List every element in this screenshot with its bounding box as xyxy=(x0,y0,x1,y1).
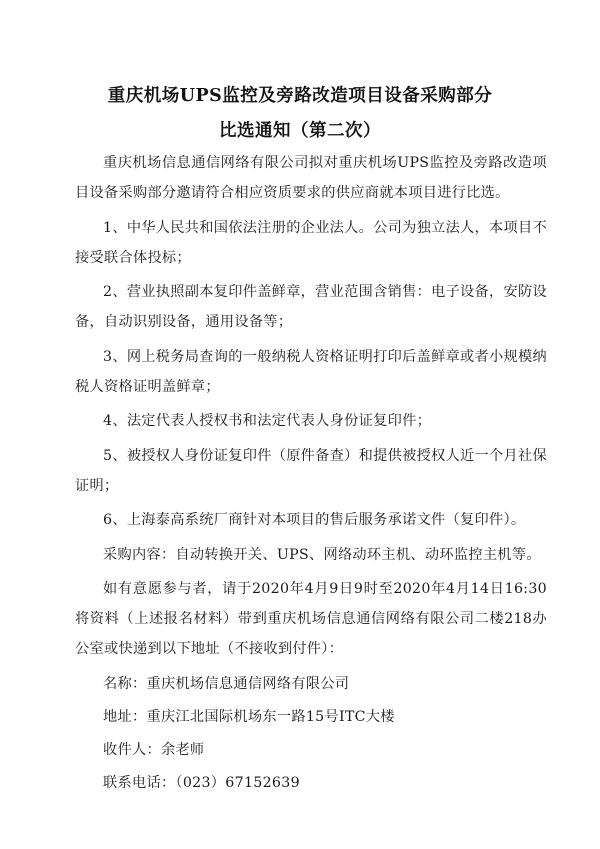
requirement-item: 2、营业执照副本复印件盖鲜章，营业范围含销售：电子设备，安防设备，自动识别设备，通用设备等； xyxy=(75,284,547,330)
document-subtitle: 比选通知（第二次） xyxy=(219,121,381,141)
requirement-item: 4、法定代表人授权书和法定代表人身份证复印件； xyxy=(103,413,432,429)
requirement-item: 6、上海泰高系统厂商针对本项目的售后服务承诺文件（复印件）。 xyxy=(103,512,526,528)
contact-recipient: 收件人：余老师 xyxy=(103,741,205,758)
contact-name: 名称：重庆机场信息通信网络有限公司 xyxy=(103,675,350,692)
document-body xyxy=(75,148,547,801)
procurement-content: 采购内容：自动转换开关、UPS、网络动环主机、动环监控主机等。 xyxy=(103,546,541,563)
requirement-item: 5、被授权人身份证复印件（原件备查）和提供被授权人近一个月社保证明； xyxy=(75,447,547,494)
contact-address: 地址：重庆江北国际机场东一路15号ITC大楼 xyxy=(103,708,395,725)
submission-paragraph: 如有意愿参与者，请于2020年4月9日9时至2020年4月14日16:30将资料（上述报名材料）带到重庆机场信息通信网络有限公司二楼218办公室或快递到以下地址（不接收到付件）： xyxy=(75,581,547,657)
requirement-item: 3、网上税务局查询的一般纳税人资格证明打印后盖鲜章或者小规模纳税人资格证明盖鲜章； xyxy=(75,348,547,395)
requirement-item: 1、中华人民共和国依法注册的企业法人。公司为独立法人，本项目不接受联合体投标； xyxy=(75,219,547,266)
document-title: 重庆机场UPS监控及旁路改造项目设备采购部分 xyxy=(107,86,493,106)
intro-paragraph: 重庆机场信息通信网络有限公司拟对重庆机场UPS监控及旁路改造项目设备采购部分邀请符合相应资质要求的供应商就本项目进行比选。 xyxy=(75,155,547,201)
contact-phone: 联系电话：（023）67152639 xyxy=(103,774,300,791)
